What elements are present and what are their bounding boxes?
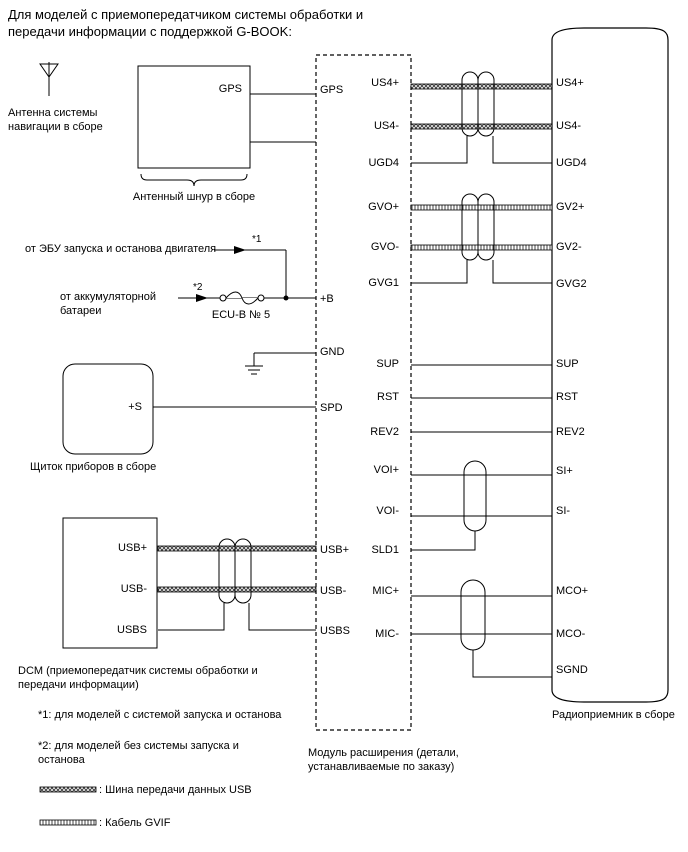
module-pin-usb-minus: USB- [320, 585, 347, 597]
wire-gvg-module-side [411, 260, 467, 283]
wire-sgnd [473, 650, 552, 677]
radio-pin-gv2-minus: GV2- [556, 241, 582, 253]
antenna-label-line2: навигации в сборе [8, 121, 103, 133]
legend-usb-label: : Шина передачи данных USB [99, 784, 252, 796]
radio-pin-sgnd: SGND [556, 664, 588, 676]
note-2-line2: останова [38, 754, 85, 766]
junction-dot [284, 296, 289, 301]
radio-pin-mco-plus: MCO+ [556, 585, 589, 597]
module-pin-ugd4: UGD4 [368, 157, 399, 169]
wire-ugd4-radio-side [493, 136, 552, 163]
shield-loop [461, 580, 485, 650]
module-pin-gvo-plus: GVO+ [368, 201, 399, 213]
usb-bus-us4-plus [411, 84, 552, 89]
usb-bus-dcm-minus [158, 587, 316, 592]
meter-pin-s: +S [128, 401, 142, 413]
header-line-1: Для моделей с приемопередатчиком системы обработки и [8, 7, 364, 22]
radio-pin-ugd4: UGD4 [556, 157, 587, 169]
module-pin-mic-plus: MIC+ [372, 585, 399, 597]
radio-name: Радиоприемник в сборе [552, 709, 675, 721]
radio-pin-us4-minus: US4- [556, 120, 582, 132]
dcm-pin-usb-plus: USB+ [117, 542, 147, 554]
module-pin-rev2: REV2 [370, 426, 399, 438]
module-pin-sld1: SLD1 [371, 544, 399, 556]
mark-2: *2 [193, 282, 203, 293]
radio-pin-si-minus: SI- [556, 505, 571, 517]
from-battery-label-line1: от аккумуляторной [60, 291, 157, 303]
radio-pin-gvg2: GVG2 [556, 278, 587, 290]
module-pin-voi-minus: VOI- [376, 505, 399, 517]
module-pin-usb-plus: USB+ [320, 544, 350, 556]
from-battery-label-line2: батареи [60, 305, 102, 317]
fuse-label: ECU-B № 5 [211, 309, 271, 321]
module-pin-us4-plus: US4+ [371, 77, 399, 89]
from-ecu-label: от ЭБУ запуска и останова двигателя [25, 243, 217, 255]
usb-bus-us4-minus [411, 124, 552, 129]
wire-usbs-dcm-side [158, 603, 224, 630]
module-pin-gvg1: GVG1 [368, 277, 399, 289]
radio-pin-sup: SUP [556, 358, 579, 370]
antenna-cord-box [138, 66, 250, 168]
arrow-icon [234, 246, 246, 254]
gvif-cable-plus [411, 205, 552, 210]
dcm-name-line2: передачи информации) [18, 679, 139, 691]
shield-loop [464, 461, 486, 531]
header-line-2: передачи информации с поддержкой G-BOOK: [8, 24, 292, 39]
antenna-cord-gps-pin: GPS [218, 83, 242, 95]
radio-pin-gv2-plus: GV2+ [556, 201, 585, 213]
module-pin-spd: SPD [320, 402, 343, 414]
radio-pin-mco-minus: MCO- [556, 628, 586, 640]
radio-pin-us4-plus: US4+ [556, 77, 584, 89]
dcm-pin-usb-minus: USB- [120, 583, 147, 595]
module-pin-gvo-minus: GVO- [370, 241, 399, 253]
wire-sld1 [411, 531, 475, 550]
wire-gvg-radio-side [493, 260, 552, 283]
module-pin-gps: GPS [320, 84, 344, 96]
module-pin-us4-minus: US4- [373, 120, 399, 132]
module-pin-voi-plus: VOI+ [373, 464, 399, 476]
antenna-label-line1: Антенна системы [8, 107, 98, 119]
meter-name: Щиток приборов в сборе [30, 461, 157, 473]
cord-brace [141, 174, 247, 186]
dcm-name-line1: DCM (приемопередатчик системы обработки и [18, 665, 258, 677]
note-2-line1: *2: для моделей без системы запуска и [38, 740, 239, 752]
dcm-pin-usbs: USBS [117, 624, 147, 636]
legend-gvif-swatch [40, 820, 96, 825]
module-pin-rst: RST [377, 391, 399, 403]
radio-pin-rst: RST [556, 391, 578, 403]
module-pin-gnd: GND [320, 346, 345, 358]
arrow-icon [196, 294, 208, 302]
module-pin-mic-minus: MIC- [375, 628, 399, 640]
legend-gvif-label: : Кабель GVIF [99, 817, 171, 829]
usb-bus-dcm-plus [158, 546, 316, 551]
radio-pin-si-plus: SI+ [556, 465, 573, 477]
antenna-cord-label: Антенный шнур в сборе [132, 191, 256, 203]
antenna-icon [40, 62, 58, 92]
ground-icon [245, 353, 263, 374]
wire-usbs-module-side [249, 603, 316, 630]
module-pin-plus-b: +B [320, 293, 334, 305]
module-pin-usbs: USBS [320, 625, 350, 637]
wire-ugd4-module-side [411, 136, 467, 163]
legend-usb-swatch [40, 787, 96, 792]
mark-1: *1 [252, 234, 262, 245]
module-name-line1: Модуль расширения (детали, [308, 747, 459, 759]
note-1: *1: для моделей с системой запуска и останова [38, 709, 282, 721]
fuse-icon [220, 292, 264, 304]
radio-pin-rev2: REV2 [556, 426, 585, 438]
module-name-line2: устанавливаемые по заказу) [308, 761, 455, 773]
module-pin-sup: SUP [376, 358, 399, 370]
gvif-cable-minus [411, 245, 552, 250]
